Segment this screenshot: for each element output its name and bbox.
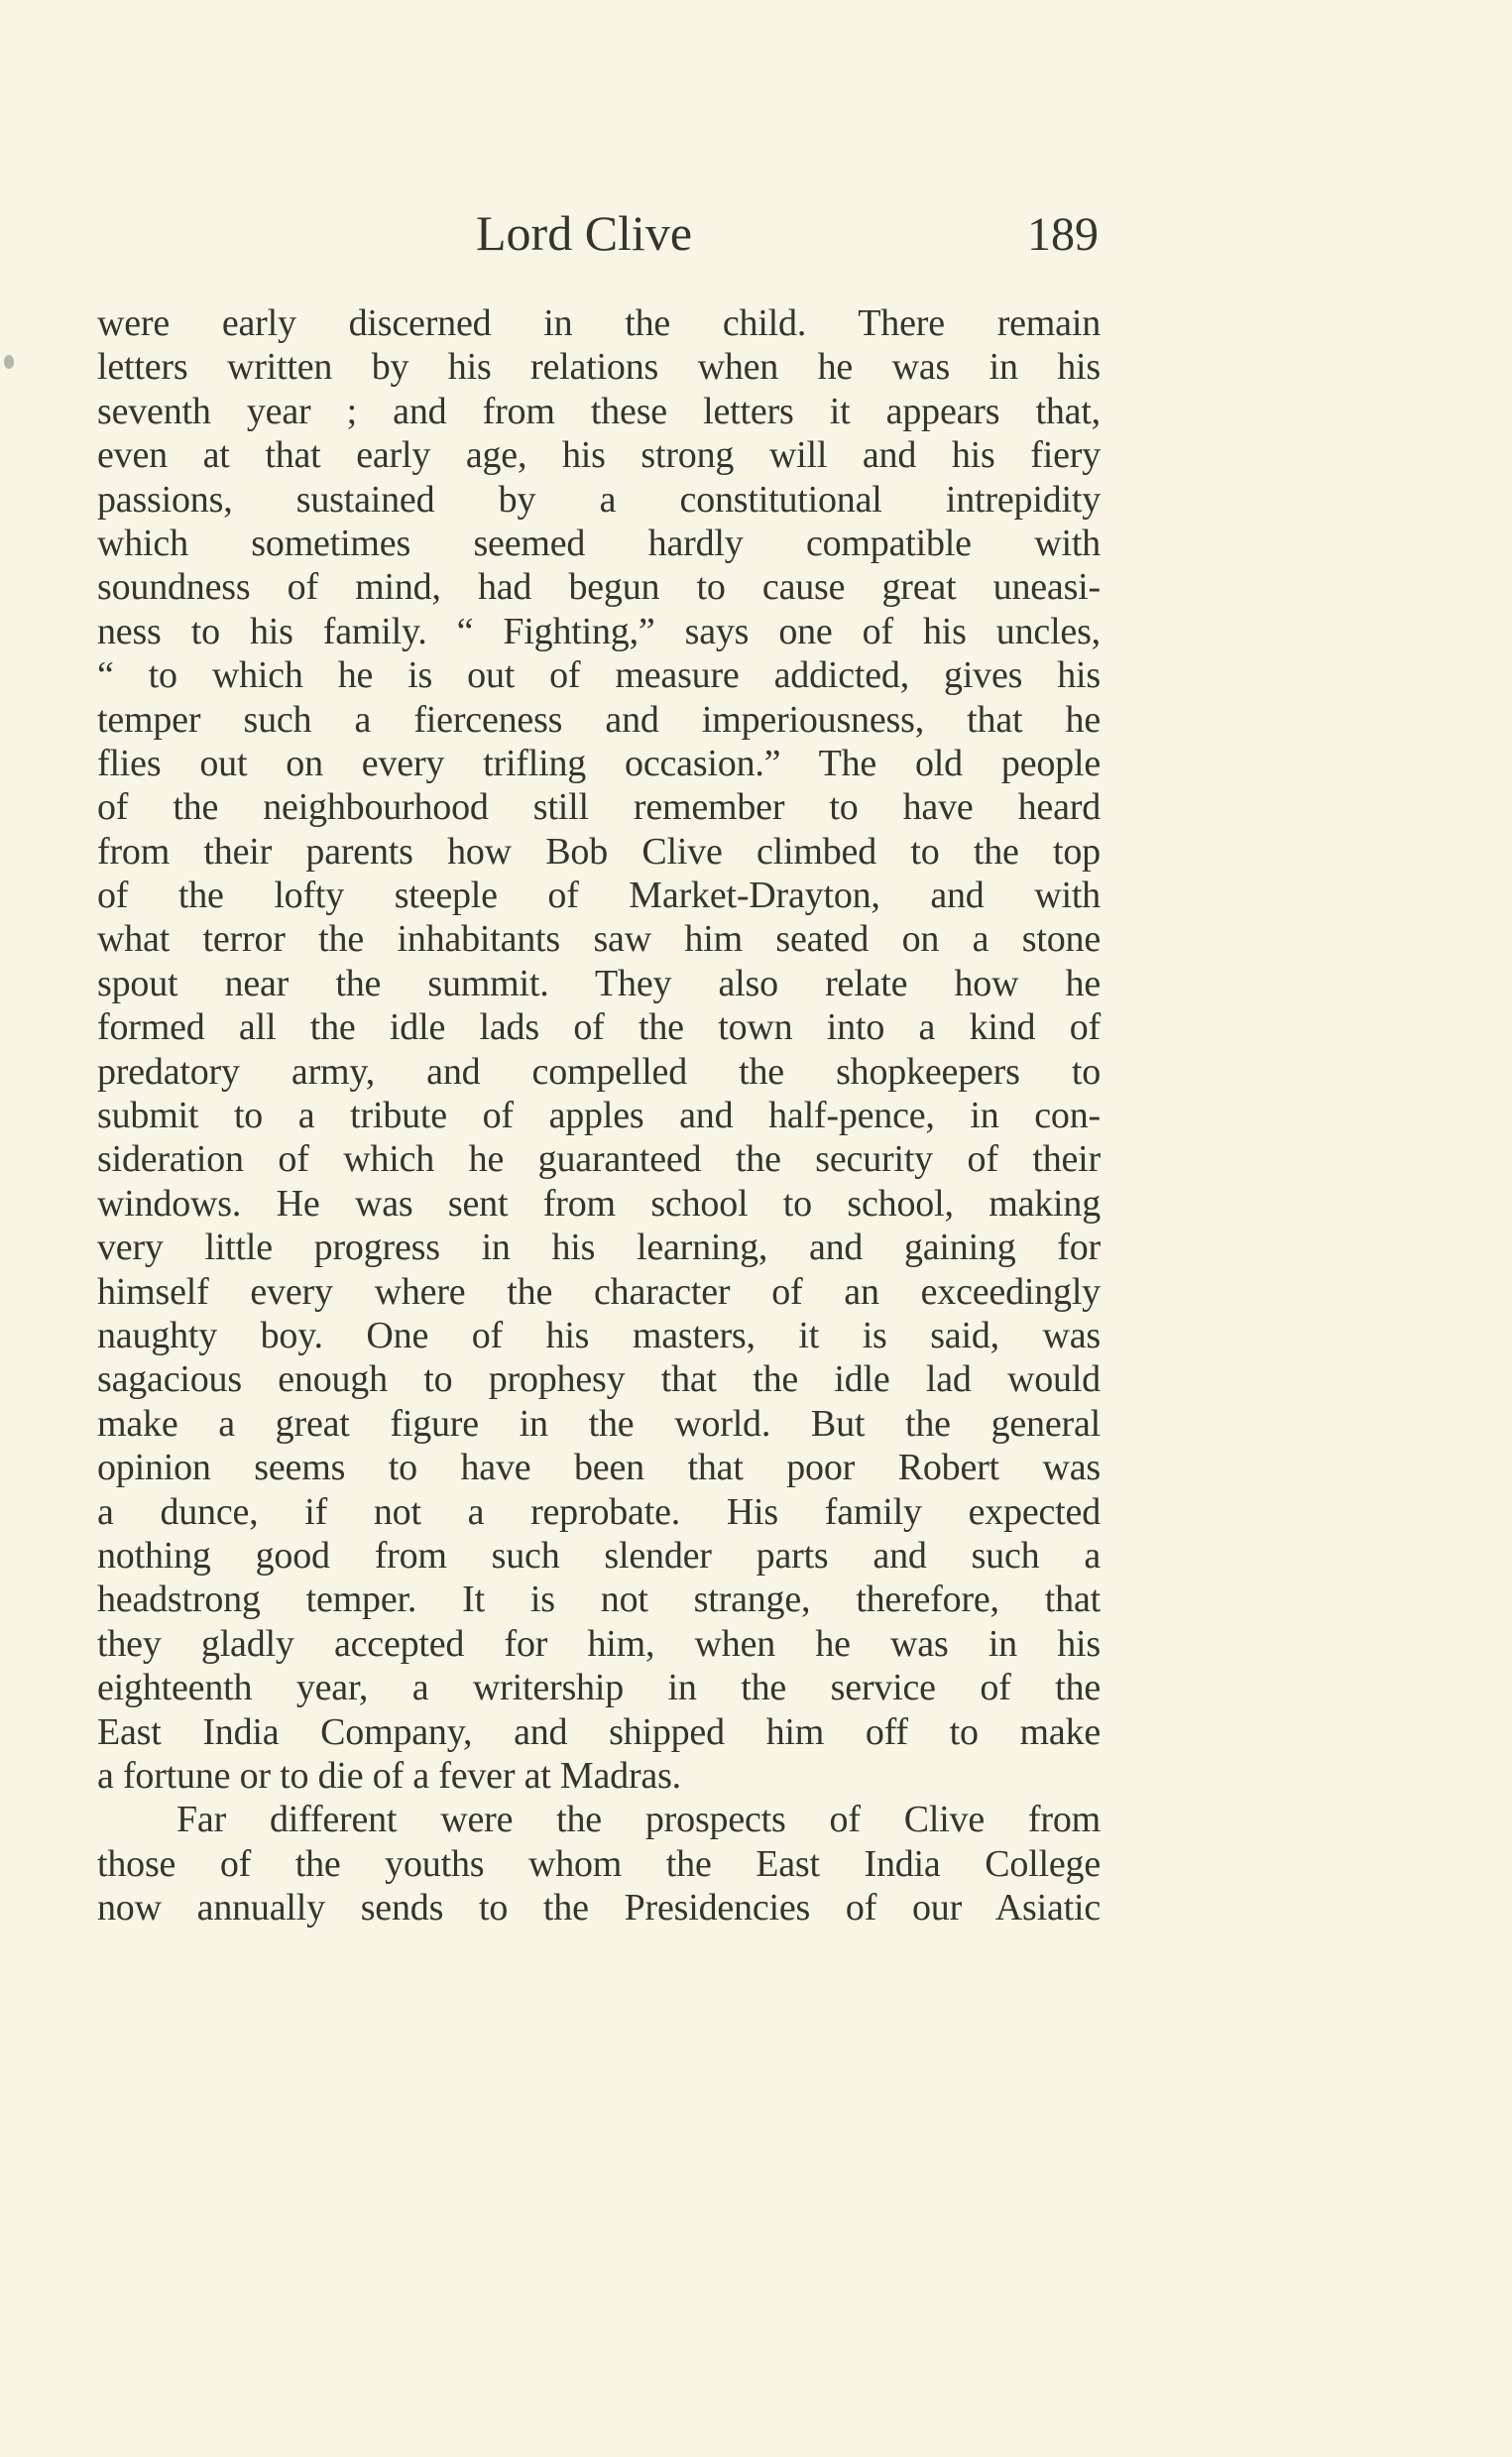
text-line: a dunce, if not a reprobate. His family expected: [97, 1490, 1101, 1533]
text-line: those of the youths whom the East India College: [97, 1842, 1101, 1885]
text-line: temper such a fierceness and imperiousness, that he: [97, 698, 1101, 741]
text-line: Far different were the prospects of Clive from: [176, 1799, 1101, 1841]
running-header-title: Lord Clive: [476, 205, 693, 261]
text-line: very little progress in his learning, and gaining for: [97, 1227, 1101, 1269]
text-line: make a great figure in the world. But the general: [97, 1402, 1101, 1445]
text-line: naughty boy. One of his masters, it is said, was: [97, 1314, 1101, 1356]
text-line: flies out on every trifling occasion.” The old people: [97, 742, 1101, 784]
text-line: predatory army, and compelled the shopkeepers to: [97, 1050, 1101, 1093]
text-line: were early discerned in the child. There remain: [97, 302, 1101, 344]
text-line: headstrong temper. It is not strange, therefore, that: [97, 1579, 1101, 1621]
body-text: [97, 301, 1101, 1930]
text-line: spout near the summit. They also relate how he: [97, 962, 1101, 1004]
text-line: formed all the idle lads of the town into a kind of: [97, 1006, 1101, 1049]
text-line: nothing good from such slender parts and such a: [97, 1534, 1101, 1577]
text-line: eighteenth year, a writership in the service of the: [97, 1667, 1101, 1709]
text-line: what terror the inhabitants saw him seated on a stone: [97, 918, 1101, 961]
text-line: they gladly accepted for him, when he was in his: [97, 1622, 1101, 1665]
text-line: passions, sustained by a constitutional intrepidity: [97, 478, 1101, 521]
text-line: opinion seems to have been that poor Robert was: [97, 1447, 1101, 1489]
text-line: which sometimes seemed hardly compatible with: [97, 522, 1101, 564]
text-line: himself every where the character of an exceedingly: [97, 1270, 1101, 1313]
text-line: letters written by his relations when he was in his: [97, 346, 1101, 389]
text-line: of the lofty steeple of Market-Drayton, and with: [97, 875, 1101, 917]
text-line: even at that early age, his strong will and his fiery: [97, 434, 1101, 477]
text-line: ness to his family. “ Fighting,” says one of his uncles,: [97, 610, 1101, 652]
scan-smudge: [4, 355, 14, 369]
text-line: from their parents how Bob Clive climbed to the top: [97, 830, 1101, 873]
text-line: East India Company, and shipped him off to make: [97, 1710, 1101, 1753]
text-line: seventh year ; and from these letters it appears that,: [97, 390, 1101, 432]
text-line: sagacious enough to prophesy that the idle lad would: [97, 1358, 1101, 1401]
text-line: sideration of which he guaranteed the security of their: [97, 1138, 1101, 1181]
text-line: a fortune or to die of a fever at Madras.: [97, 1754, 681, 1797]
text-line: submit to a tribute of apples and half-pence, in con-: [97, 1095, 1101, 1137]
text-line: windows. He was sent from school to school, making: [97, 1182, 1101, 1225]
page-number: 189: [1027, 208, 1099, 261]
text-line: of the neighbourhood still remember to have heard: [97, 786, 1101, 829]
text-line: “ to which he is out of measure addicted, gives his: [97, 654, 1101, 697]
text-line: now annually sends to the Presidencies of our Asiatic: [97, 1887, 1101, 1930]
text-line: soundness of mind, had begun to cause great uneasi-: [97, 566, 1101, 609]
